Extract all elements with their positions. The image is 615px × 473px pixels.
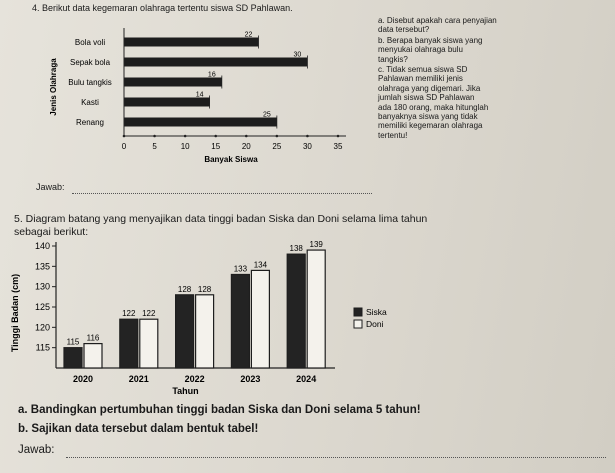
legend-label: Doni: [366, 319, 384, 329]
x-tick-mark: [214, 135, 217, 138]
x-tick-mark: [306, 135, 309, 138]
category-label: Bola voli: [74, 38, 106, 47]
data-label: 25: [262, 111, 271, 119]
data-label: 122: [142, 309, 156, 319]
data-label: 128: [197, 284, 212, 294]
subquestion-3: [378, 65, 614, 140]
y-tick-label: 125: [34, 302, 50, 312]
question-4-title: 4. Berikut data kegemaran olahraga tertentu siswa SD Pahlawan.: [32, 3, 293, 13]
subquestion-line: banyaknya siswa yang tidak: [378, 112, 478, 122]
x-tick-label: 2020: [72, 374, 94, 384]
question-4-answer-label: Jawab:: [36, 182, 65, 192]
x-axis-title: Tahun: [172, 386, 199, 396]
y-axis-title: Tinggi Badan (cm): [10, 273, 20, 353]
data-label: 30: [293, 51, 302, 59]
bar: [64, 348, 82, 368]
data-label: 138: [289, 244, 303, 254]
legend-swatch: [354, 308, 362, 316]
x-tick-label: 10: [180, 142, 190, 151]
legend-swatch: [354, 320, 362, 328]
subquestion-line: tangkis?: [378, 54, 408, 64]
bar: [124, 98, 210, 107]
category-label: Sepak bola: [69, 58, 111, 67]
data-label: 133: [233, 264, 248, 274]
x-tick-mark: [245, 135, 248, 138]
height-growth-bar-chart: [0, 238, 440, 396]
x-tick-label: 30: [302, 142, 312, 151]
bar: [251, 270, 269, 368]
category-label: Bulu tangkis: [68, 78, 112, 87]
subquestion-line: tertentu!: [378, 130, 408, 140]
question-5a: a. Bandingkan pertumbuhan tinggi badan Siska dan Doni selama 5 tahun!: [18, 404, 421, 416]
data-label: 14: [195, 91, 204, 99]
legend-label: Siska: [366, 307, 387, 317]
question-5-answer-label: Jawab:: [18, 444, 55, 456]
y-tick-label: 140: [34, 241, 50, 251]
x-tick-label: 15: [211, 142, 221, 151]
x-tick-label: 20: [241, 142, 251, 151]
subquestion-line: data tersebut?: [378, 25, 430, 35]
bar: [140, 319, 158, 368]
subquestion-1: [378, 16, 614, 35]
y-tick-label: 115: [35, 342, 50, 353]
subquestion-line: a. Disebut apakah cara penyajian: [378, 16, 497, 25]
data-label: 16: [207, 71, 216, 79]
bar: [196, 295, 214, 368]
y-axis-title: Jenis Olahraga: [49, 58, 58, 116]
data-label: 122: [122, 309, 136, 319]
y-tick-label: 130: [34, 281, 50, 292]
bar: [307, 250, 325, 368]
question-5-subtitle: sebagai berikut:: [14, 226, 89, 238]
category-label: Renang: [75, 118, 105, 127]
question-4-answer-line[interactable]: [72, 193, 372, 194]
bar: [84, 344, 102, 368]
x-tick-label: 25: [272, 142, 282, 151]
question-4-subquestions: [378, 16, 614, 141]
y-tick-label: 120: [34, 322, 50, 333]
subquestion-line: ada 180 orang, maka hitunglah: [378, 102, 489, 112]
subquestion-line: b. Berapa banyak siswa yang: [378, 35, 483, 45]
x-tick-mark: [153, 135, 156, 138]
data-label: 139: [309, 240, 323, 250]
x-tick-label: 2024: [296, 374, 317, 384]
data-label: 134: [253, 260, 268, 270]
data-label: 116: [86, 333, 100, 343]
bar: [176, 295, 194, 368]
subquestion-line: memiliki kegemaran olahraga: [378, 121, 483, 131]
subquestion-2: [378, 36, 614, 64]
data-label: 22: [244, 31, 253, 39]
subquestion-line: jumlah siswa SD Pahlawan: [378, 93, 475, 103]
bar: [124, 38, 259, 47]
subquestion-line: Pahlawan memiliki jenis: [378, 74, 463, 84]
question-5b: b. Sajikan data tersebut dalam bentuk tabel!: [18, 423, 259, 435]
x-tick-label: 0: [121, 142, 127, 151]
x-tick-mark: [123, 135, 126, 138]
question-5-title: 5. Diagram batang yang menyajikan data tinggi badan Siska dan Doni selama lima tahun: [14, 213, 428, 225]
y-tick-label: 135: [34, 261, 50, 272]
subquestion-line: olahraga yang digemari. Jika: [378, 83, 481, 93]
x-tick-mark: [184, 135, 187, 138]
data-label: 115: [66, 337, 80, 347]
x-axis-title: Banyak Siswa: [204, 155, 258, 164]
data-label: 128: [177, 284, 192, 294]
subquestion-line: menyukai olahraga bulu: [378, 45, 463, 55]
x-tick-mark: [337, 135, 340, 138]
x-tick-label: 2022: [184, 374, 205, 384]
bar: [231, 274, 249, 368]
bar: [120, 319, 138, 368]
bar: [287, 254, 305, 368]
subquestion-line: c. Tidak semua siswa SD: [378, 65, 468, 75]
bar: [124, 78, 222, 87]
x-tick-label: 35: [333, 142, 343, 151]
bar: [124, 118, 277, 127]
sports-preference-bar-chart: [0, 14, 380, 196]
x-tick-label: 2023: [240, 374, 261, 384]
x-tick-label: 2021: [128, 374, 149, 384]
bar: [124, 58, 307, 67]
x-tick-label: 5: [152, 142, 157, 151]
x-tick-mark: [276, 135, 279, 138]
question-5-answer-line[interactable]: [66, 457, 606, 458]
category-label: Kasti: [81, 98, 99, 107]
